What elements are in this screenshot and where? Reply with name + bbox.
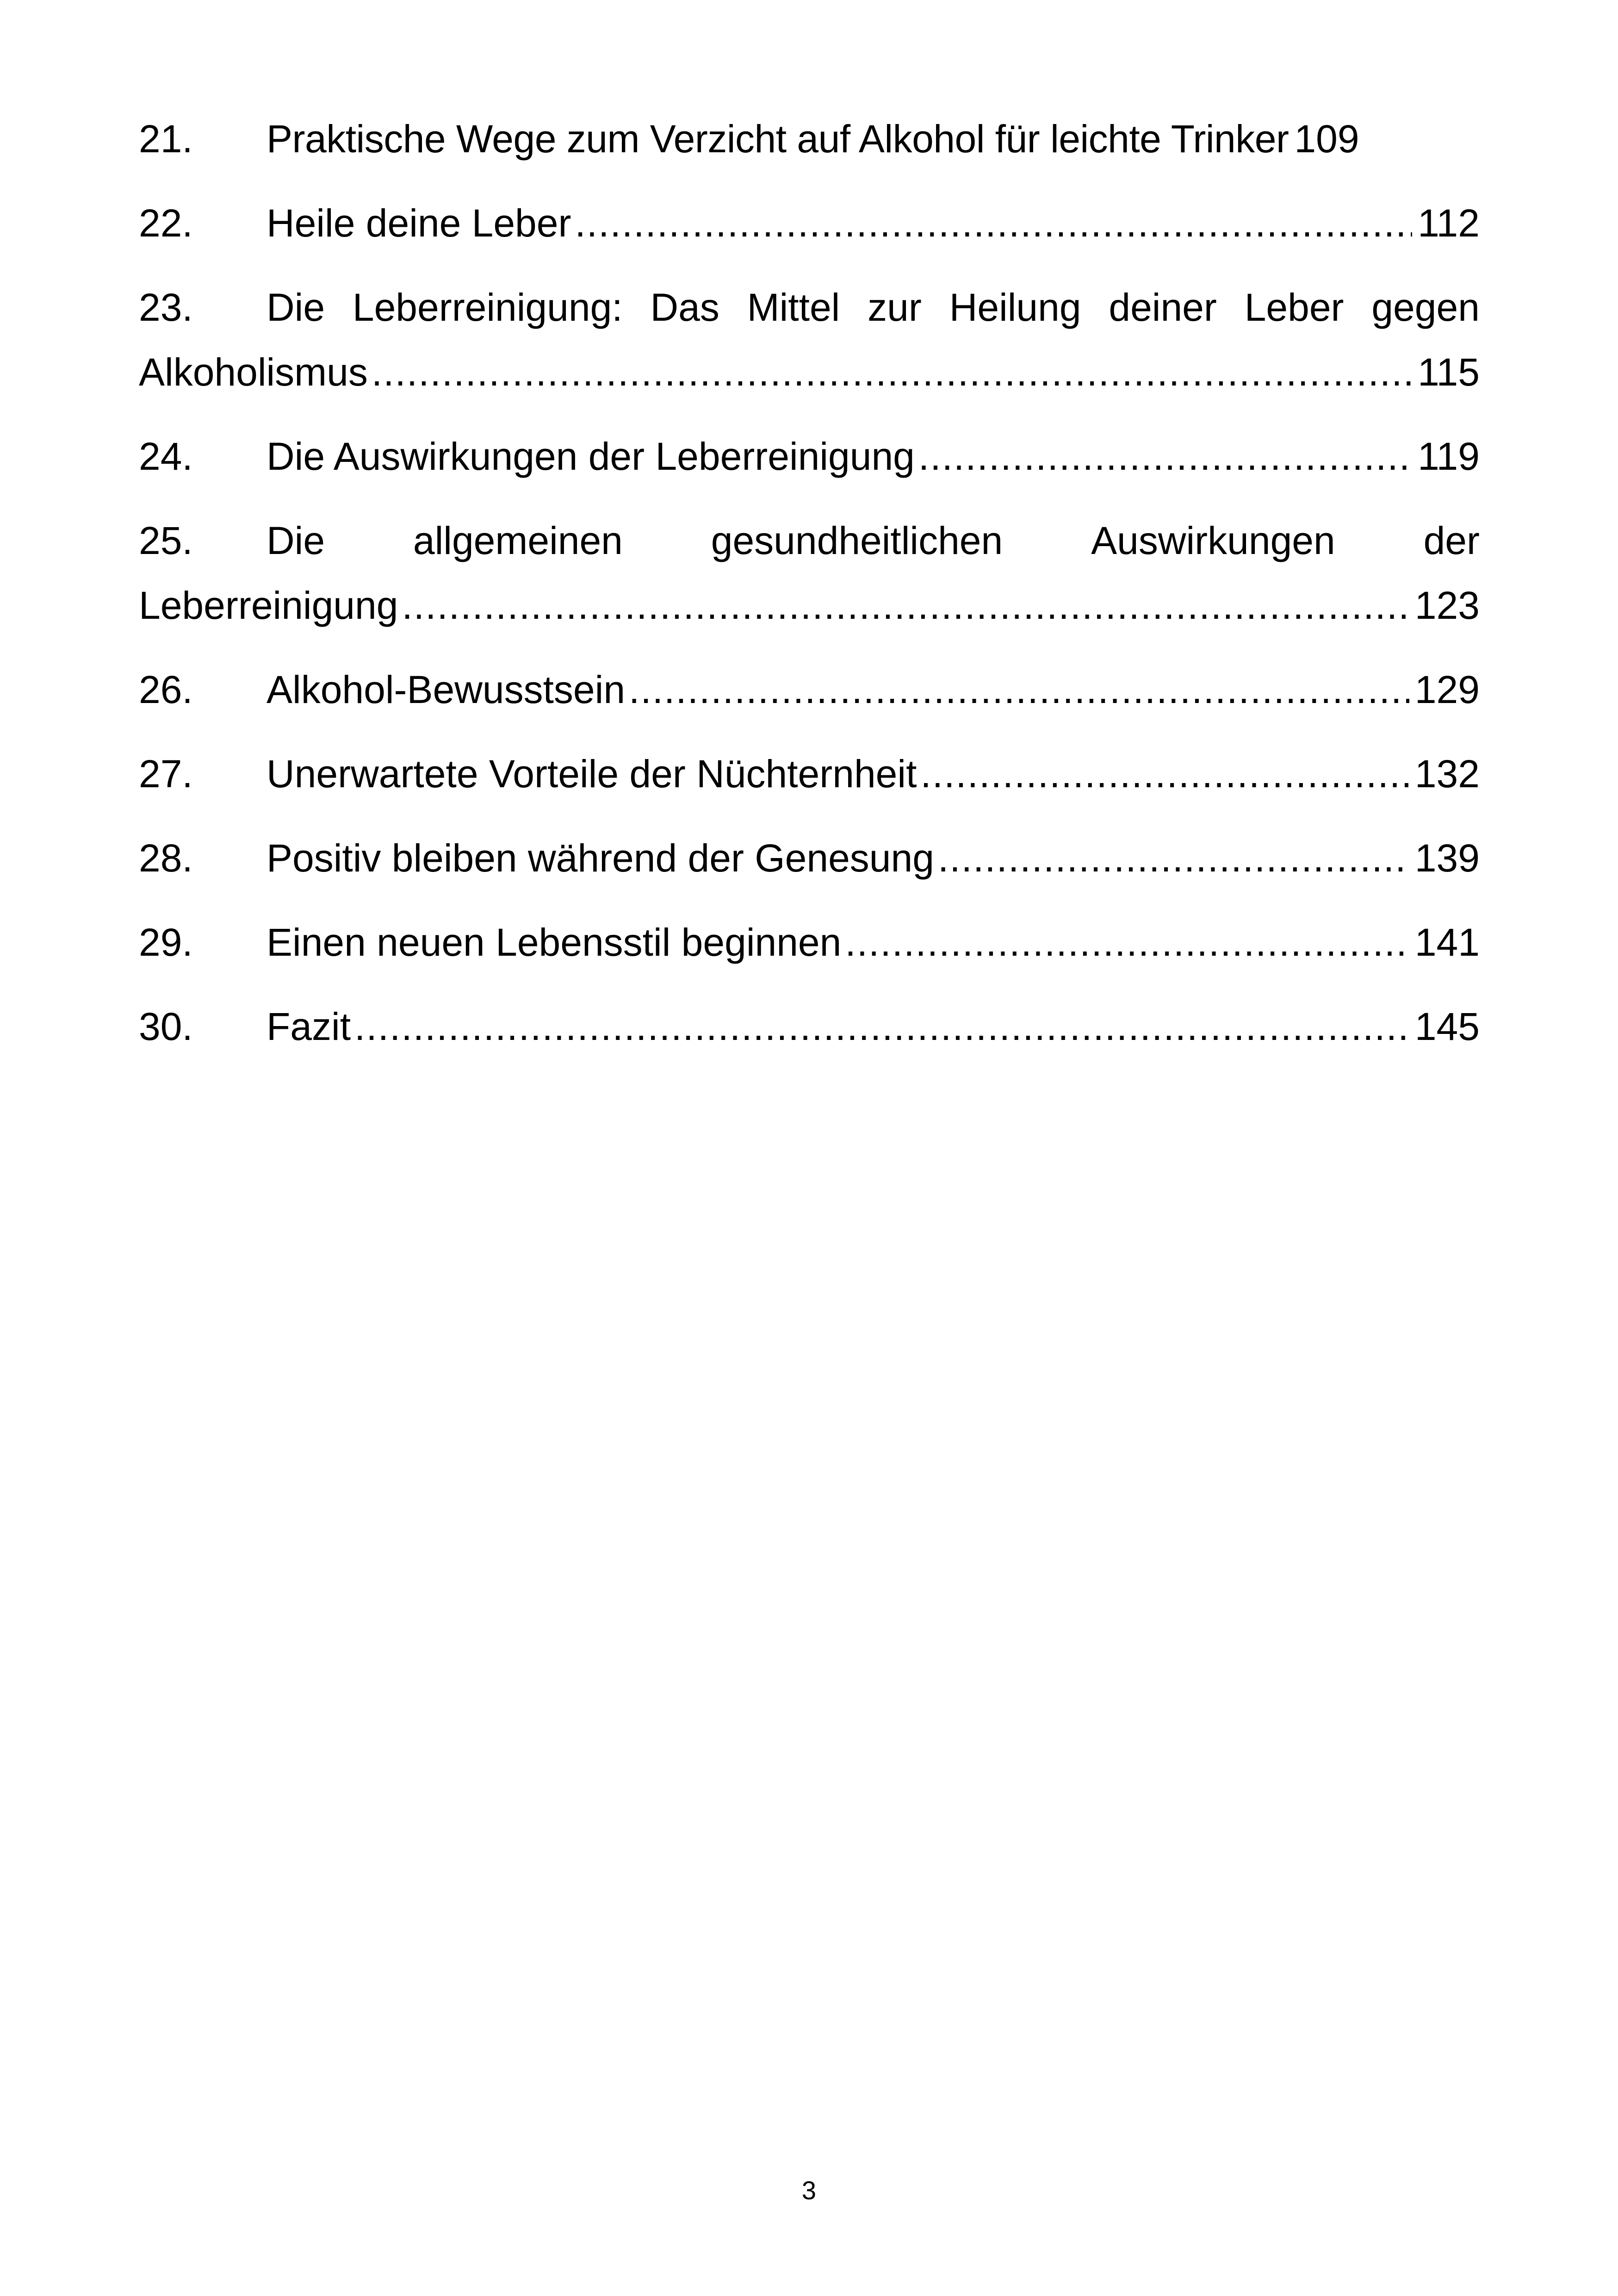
toc-entry-title: Die Auswirkungen der Leberreinigung <box>267 435 915 478</box>
toc-entry-21[interactable] <box>139 106 1480 171</box>
title-word: Die <box>267 286 325 329</box>
title-word: Auswirkungen <box>1091 519 1335 562</box>
title-word: gegen <box>1371 286 1480 329</box>
toc-entry-page: 141 <box>1414 921 1480 964</box>
page-number: 3 <box>801 2176 817 2205</box>
toc-entry-page: 123 <box>1414 584 1480 627</box>
toc-entry-22[interactable] <box>139 191 1480 255</box>
toc-entry-number: 22. <box>139 201 193 245</box>
dot-leader <box>938 826 1409 890</box>
toc-entry-24[interactable] <box>139 424 1480 489</box>
toc-entry-title-line-2: Alkoholismus <box>139 350 368 394</box>
toc-entry-title: Positiv bleiben während der Genesung <box>267 836 934 880</box>
title-word: Die <box>267 519 325 562</box>
toc-entry-page: 129 <box>1414 668 1480 711</box>
toc-entry-29[interactable] <box>139 910 1480 975</box>
dot-leader <box>354 994 1409 1059</box>
toc-entry-page: 115 <box>1418 350 1480 394</box>
title-word: allgemeinen <box>413 519 623 562</box>
title-word: gesundheitlichen <box>711 519 1003 562</box>
table-of-contents <box>139 106 1480 1078</box>
toc-entry-30[interactable] <box>139 994 1480 1059</box>
dot-leader <box>920 741 1409 806</box>
toc-entry-number: 30. <box>139 1005 193 1048</box>
title-word: Das <box>650 286 719 329</box>
toc-entry-page: 109 <box>1294 117 1359 161</box>
toc-entry-number: 26. <box>139 668 193 711</box>
toc-entry-number: 29. <box>139 921 193 964</box>
toc-entry-title-line-1 <box>267 508 1480 573</box>
toc-entry-number: 23. <box>139 286 193 329</box>
title-word: der <box>1423 519 1480 562</box>
toc-entry-title: Praktische Wege zum Verzicht auf Alkohol für leichte Trinker <box>267 117 1289 161</box>
toc-entry-number: 21. <box>139 117 193 161</box>
toc-entry-page: 139 <box>1414 836 1480 880</box>
dot-leader <box>402 573 1409 638</box>
title-word: Leberreinigung: <box>352 286 623 329</box>
toc-entry-number: 28. <box>139 836 193 880</box>
title-word: Mittel <box>747 286 840 329</box>
toc-entry-25[interactable] <box>139 508 1480 638</box>
title-word: Leber <box>1244 286 1344 329</box>
toc-entry-26[interactable] <box>139 657 1480 722</box>
toc-entry-title-line-2: Leberreinigung <box>139 584 398 627</box>
toc-entry-title: Einen neuen Lebensstil beginnen <box>267 921 842 964</box>
toc-entry-title-line-1 <box>267 275 1480 340</box>
toc-entry-28[interactable] <box>139 826 1480 890</box>
toc-entry-page: 132 <box>1414 752 1480 796</box>
toc-entry-23[interactable] <box>139 275 1480 404</box>
toc-entry-page: 112 <box>1418 201 1480 245</box>
title-word: Heilung <box>949 286 1081 329</box>
toc-entry-27[interactable] <box>139 741 1480 806</box>
toc-entry-number: 27. <box>139 752 193 796</box>
toc-entry-number: 24. <box>139 435 193 478</box>
toc-entry-number: 25. <box>139 519 193 562</box>
dot-leader <box>575 191 1412 255</box>
dot-leader <box>845 910 1409 975</box>
toc-entry-page: 119 <box>1418 435 1480 478</box>
title-word: deiner <box>1109 286 1217 329</box>
dot-leader <box>372 340 1412 404</box>
dot-leader <box>629 657 1409 722</box>
dot-leader <box>918 424 1412 489</box>
toc-entry-title: Unerwartete Vorteile der Nüchternheit <box>267 752 917 796</box>
toc-entry-page: 145 <box>1414 1005 1480 1048</box>
toc-entry-title: Heile deine Leber <box>267 201 571 245</box>
toc-entry-title: Alkohol-Bewusstsein <box>267 668 626 711</box>
title-word: zur <box>868 286 922 329</box>
toc-entry-title: Fazit <box>267 1005 351 1048</box>
